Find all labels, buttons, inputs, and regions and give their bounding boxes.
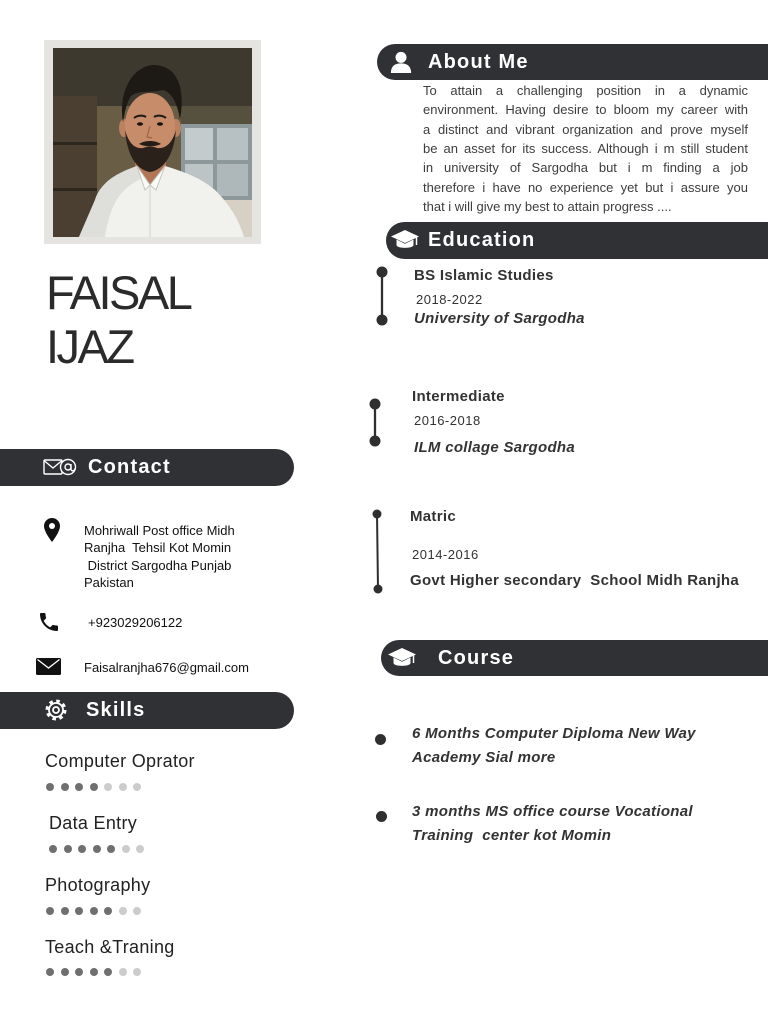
skill-dot-filled — [107, 845, 115, 853]
education-years: 2016-2018 — [414, 413, 481, 428]
graduation-cap-icon — [391, 229, 419, 251]
phone-icon — [37, 610, 61, 634]
skill-dot-filled — [104, 968, 112, 976]
education-years: 2018-2022 — [416, 292, 483, 307]
skill-dot-filled — [90, 783, 98, 791]
person-icon — [390, 51, 412, 73]
course-heading: Course — [438, 647, 515, 669]
skill-dot-empty — [133, 907, 141, 915]
profile-photo — [53, 48, 252, 237]
skill-dot-empty — [122, 845, 130, 853]
skill-dot-filled — [90, 968, 98, 976]
address-line: Mohriwall Post office Midh — [84, 523, 235, 538]
skill-dot-filled — [93, 845, 101, 853]
skill-dot-filled — [64, 845, 72, 853]
skills-section-header — [0, 692, 294, 729]
contact-section-header — [0, 449, 294, 486]
course-bullet — [375, 734, 386, 745]
skill-name: Teach &Traning — [45, 937, 175, 957]
about-line: therefore i have no experience yet but i assure you — [423, 179, 748, 195]
graduation-cap-icon — [388, 647, 416, 669]
about-line: that i will give my best to attain progress .... — [423, 198, 672, 214]
skill-name: Data Entry — [49, 813, 138, 833]
skill-dot-empty — [136, 845, 144, 853]
skill-dot-filled — [75, 907, 83, 915]
about-section-header — [377, 44, 768, 80]
about-heading: About Me — [428, 51, 529, 73]
address-block — [84, 522, 235, 591]
skill-name: Photography — [45, 875, 151, 895]
skill-rating-dots — [49, 845, 149, 853]
course-text: 3 months MS office course Vocational — [412, 803, 693, 820]
education-heading: Education — [428, 229, 536, 251]
timeline-dot — [370, 399, 381, 410]
timeline-dot — [373, 510, 382, 519]
skill-dot-filled — [90, 907, 98, 915]
skill-dot-filled — [104, 907, 112, 915]
skill-dot-empty — [133, 968, 141, 976]
about-line: To attain a challenging position in a dynamic — [423, 83, 748, 98]
address-line: Pakistan — [84, 574, 134, 590]
about-line: environment. Having desire to bloom my career with — [423, 102, 748, 118]
address-line: Ranjha Tehsil Kot Momin — [84, 540, 232, 556]
skill-dot-filled — [75, 783, 83, 791]
education-timeline — [371, 508, 385, 596]
skill-dot-filled — [46, 783, 54, 791]
skills-heading: Skills — [86, 699, 146, 721]
education-degree: Intermediate — [412, 388, 505, 405]
about-line: be an asset for its success. Although i m still student — [423, 140, 748, 156]
course-bullet — [376, 811, 387, 822]
skill-rating-dots — [46, 783, 146, 791]
education-degree: Matric — [410, 508, 456, 525]
contact-heading: Contact — [88, 456, 171, 478]
at-envelope-icon — [43, 456, 77, 479]
gear-icon — [44, 698, 68, 722]
about-paragraph — [423, 81, 748, 216]
education-institution: ILM collage Sargodha — [414, 439, 576, 456]
skill-dot-filled — [61, 783, 69, 791]
skill-rating-dots — [46, 907, 146, 915]
education-degree: BS Islamic Studies — [414, 267, 554, 284]
email-address: Faisalranjha676@gmail.com — [84, 660, 249, 675]
skill-dot-filled — [61, 968, 69, 976]
education-section-header — [386, 222, 768, 259]
phone-number: +923029206122 — [88, 615, 183, 630]
timeline-dot — [374, 585, 383, 594]
location-pin-icon — [44, 518, 60, 542]
skill-dot-filled — [78, 845, 86, 853]
timeline-dot — [377, 315, 388, 326]
course-text: 6 Months Computer Diploma New Way — [412, 725, 696, 742]
skill-name: Computer Oprator — [45, 751, 195, 771]
first-name: FAISAL — [46, 266, 191, 319]
skill-dot-empty — [104, 783, 112, 791]
course-text: Training center kot Momin — [412, 827, 612, 844]
timeline-dot — [377, 267, 388, 278]
envelope-icon — [36, 658, 61, 675]
skill-dot-empty — [133, 783, 141, 791]
address-line: District Sargodha Punjab — [84, 557, 232, 573]
timeline-line — [377, 514, 378, 589]
skill-dot-filled — [49, 845, 57, 853]
course-text: Academy Sial more — [412, 749, 556, 766]
course-section-header — [381, 640, 768, 676]
about-line: a distinct and vibrant organization and prove myself — [423, 121, 748, 137]
education-institution: Govt Higher secondary School Midh Ranjha — [410, 572, 740, 589]
photo-frame — [44, 40, 261, 244]
education-timeline — [375, 265, 389, 327]
skill-dot-empty — [119, 968, 127, 976]
education-timeline — [368, 397, 382, 448]
about-line: in university of Sargodha but i m finding a job — [423, 160, 748, 176]
skill-rating-dots — [46, 968, 146, 976]
skill-dot-filled — [46, 968, 54, 976]
timeline-dot — [370, 436, 381, 447]
education-institution: University of Sargodha — [414, 310, 585, 327]
skill-dot-empty — [119, 907, 127, 915]
education-years: 2014-2016 — [412, 547, 479, 562]
skill-dot-filled — [75, 968, 83, 976]
skill-dot-empty — [119, 783, 127, 791]
skill-dot-filled — [46, 907, 54, 915]
skill-dot-filled — [61, 907, 69, 915]
last-name: IJAZ — [46, 320, 133, 373]
